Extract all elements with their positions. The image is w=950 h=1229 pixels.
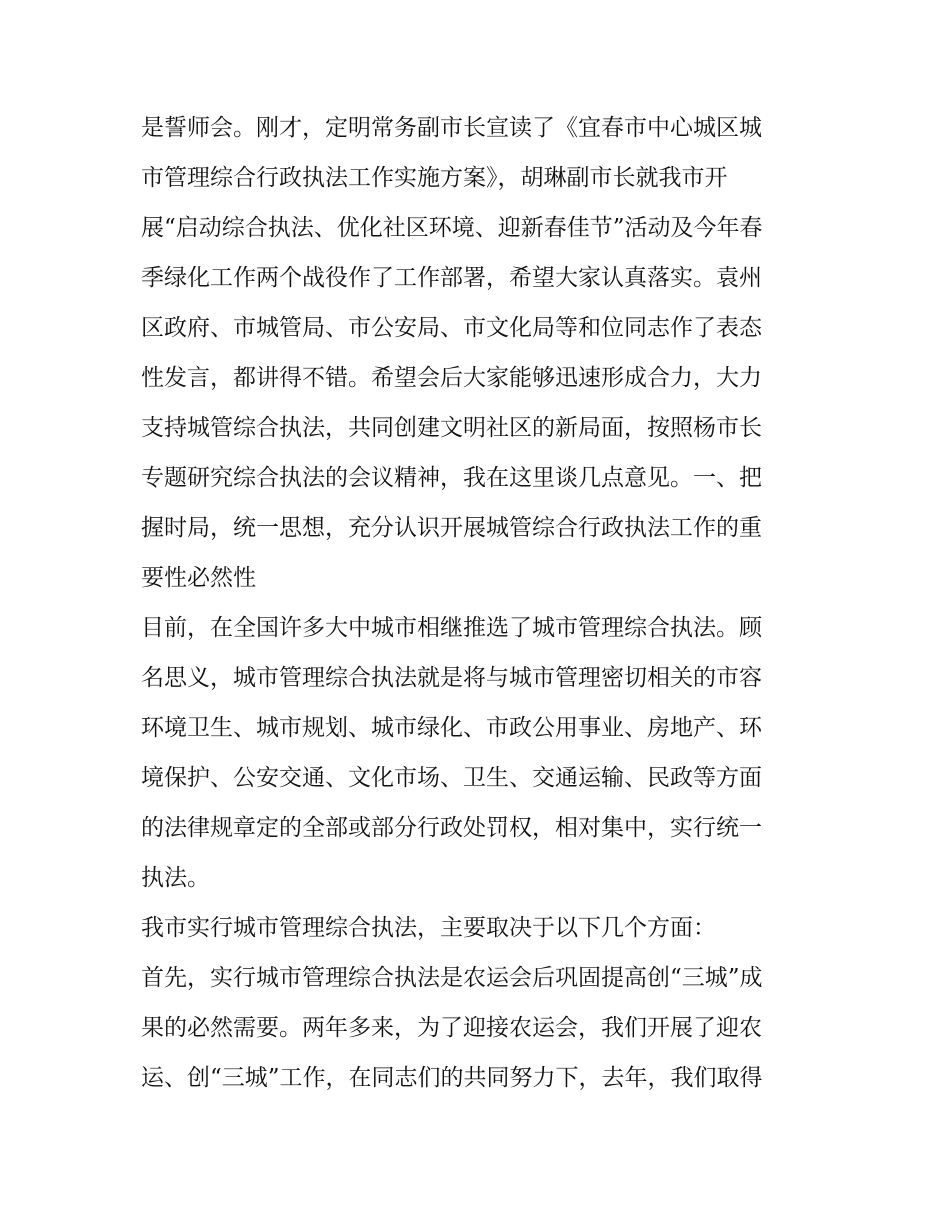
text-line: 运、创“三城”工作，在同志们的共同努力下，去年，我们取得: [141, 1065, 763, 1091]
text-line: 目前，在全国许多大中城市相继推选了城市管理综合执法。顾: [141, 615, 762, 641]
text-line: 我市实行城市管理综合执法，主要取决于以下几个方面：: [141, 915, 716, 941]
text-line: 季绿化工作两个战役作了工作部署，希望大家认真落实。袁州: [141, 265, 762, 291]
text-line: 名思义，城市管理综合执法就是将与城市管理密切相关的市容: [141, 665, 762, 691]
text-line: 果的必然需要。两年多来，为了迎接农运会，我们开展了迎农: [141, 1015, 762, 1041]
text-line: 是誓师会。刚才，定明常务副市长宣读了《宜春市中心城区城: [141, 115, 762, 141]
text-line: 展“启动综合执法、优化社区环境、迎新春佳节”活动及今年春: [141, 215, 763, 241]
text-line: 握时局，统一思想，充分认识开展城管综合行政执法工作的重: [141, 515, 762, 541]
text-line: 首先，实行城市管理综合执法是农运会后巩固提高创“三城”成: [141, 965, 763, 991]
text-line: 要性必然性: [141, 565, 256, 591]
text-line: 环境卫生、城市规划、城市绿化、市政公用事业、房地产、环: [141, 715, 762, 741]
text-line: 市管理综合行政执法工作实施方案》，胡琳副市长就我市开: [141, 165, 728, 191]
text-line: 专题研究综合执法的会议精神，我在这里谈几点意见。一、把: [141, 465, 762, 491]
text-line: 执法。: [141, 865, 210, 891]
text-line: 的法律规章定的全部或部分行政处罚权，相对集中，实行统一: [141, 815, 762, 841]
text-line: 境保护、公安交通、文化市场、卫生、交通运输、民政等方面: [141, 765, 762, 791]
text-line: 性发言，都讲得不错。希望会后大家能够迅速形成合力，大力: [141, 365, 762, 391]
text-line: 区政府、市城管局、市公安局、市文化局等和位同志作了表态: [141, 315, 762, 341]
text-line: 支持城管综合执法，共同创建文明社区的新局面，按照杨市长: [141, 415, 762, 441]
